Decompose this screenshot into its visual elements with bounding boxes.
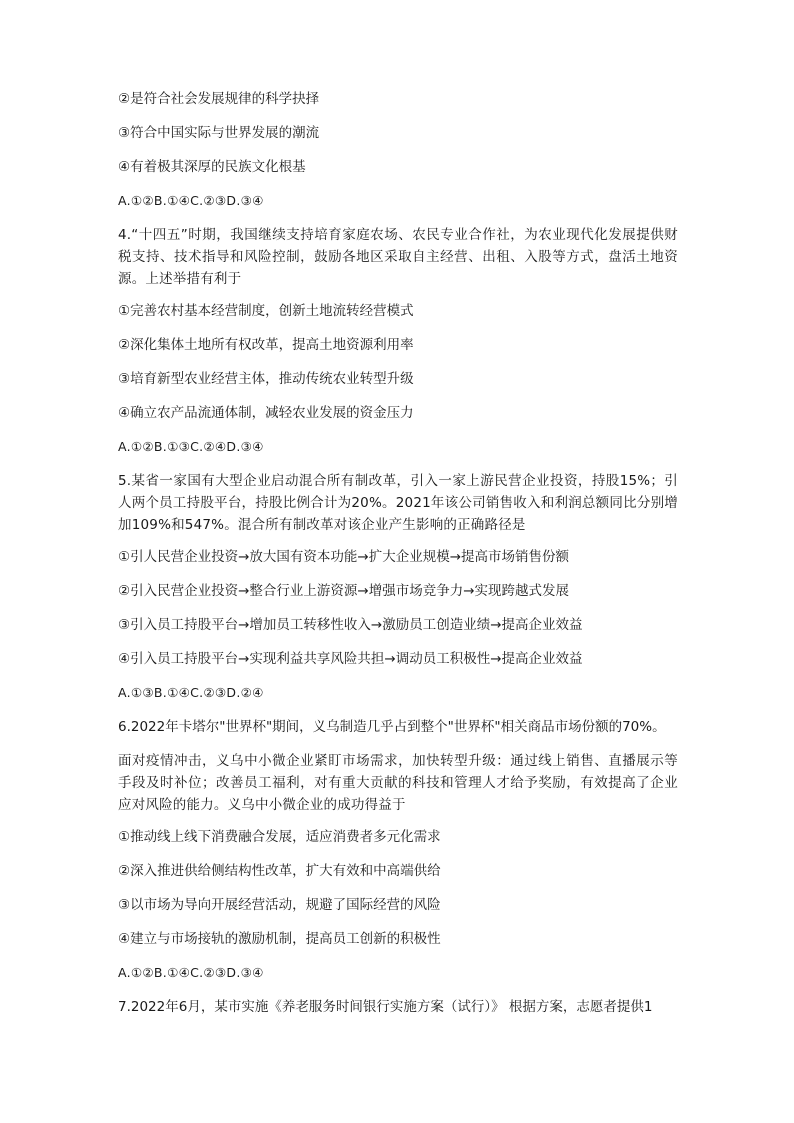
document-page <box>118 88 678 1018</box>
q5-option-3: ③引入员工持股平台→增加员工转移性收入→激励员工创造业绩→提高企业效益 <box>118 617 583 633</box>
q6-option-2: ②深入推进供给侧结构性改革，扩大有效和中高端供给 <box>118 863 441 879</box>
q5-option-4: ④引入员工持股平台→实现利益共享风险共担→调动员工积极性→提高企业效益 <box>118 651 583 667</box>
q4-stem: 4.“十四五”时期，我国继续支持培育家庭农场、农民专业合作社，为农业现代化发展提供财税支持、技术指导和风险控制，鼓励各地区采取自主经营、出租、入股等方式，盘活土地资源。上述举措有利于 <box>118 227 678 287</box>
q6-option-3: ③以市场为导向开展经营活动，规避了国际经营的风险 <box>118 897 441 913</box>
q4-option-4: ④确立农产品流通体制，减轻农业发展的资金压力 <box>118 405 414 421</box>
q6-stem-para: 面对疫情冲击，义乌中小微企业紧盯市场需求，加快转型升级：通过线上销售、直播展示等手段及时补位；改善员工福利，对有重大贡献的科技和管理人才给予奖励，有效提高了企业应对风险的能力。义乌中小微企业的成功得益于 <box>118 753 678 813</box>
q5-answers: A.①③B.①④C.②③D.②④ <box>118 685 264 700</box>
q3-option-2: ②是符合社会发展规律的科学抉择 <box>118 91 320 107</box>
q5-option-1: ①引人民营企业投资→放大国有资本功能→扩大企业规模→提高市场销售份额 <box>118 549 570 565</box>
q6-option-1: ①推动线上线下消费融合发展，适应消费者多元化需求 <box>118 829 441 845</box>
q3-option-3: ③符合中国实际与世界发展的潮流 <box>118 125 320 141</box>
q6-option-4: ④建立与市场接轨的激励机制，提高员工创新的积极性 <box>118 931 441 947</box>
q4-answers: A.①②B.①③C.②④D.③④ <box>118 439 264 454</box>
q5-option-2: ②引入民营企业投资→整合行业上游资源→增强市场竞争力→实现跨越式发展 <box>118 583 570 599</box>
q6-stem-line1: 6.2022年卡塔尔"世界杯"期间，义乌制造几乎占到整个"世界杯"相关商品市场份额的70%。 <box>118 719 666 735</box>
q4-option-2: ②深化集体土地所有权改革，提高土地资源利用率 <box>118 337 414 353</box>
q7-stem: 7.2022年6月，某市实施《养老服务时间银行实施方案（试行）》 根据方案，志愿者提供1 <box>118 999 653 1015</box>
q3-option-4: ④有着极其深厚的民族文化根基 <box>118 159 306 175</box>
q4-option-1: ①完善农村基本经营制度，创新土地流转经营模式 <box>118 303 414 319</box>
q3-answers: A.①②B.①④C.②③D.③④ <box>118 193 264 208</box>
q6-answers: A.①②B.①④C.②③D.③④ <box>118 965 264 980</box>
q5-stem: 5.某省一家国有大型企业启动混合所有制改革，引入一家上游民营企业投资，持股15%；引人两个员工持股平台，持股比例合计为20%。2021年该公司销售收入和利润总额同比分别增加109%和547%。混合所有制改革对该企业产生影响的正确路径是 <box>118 473 678 533</box>
q4-option-3: ③培育新型农业经营主体，推动传统农业转型升级 <box>118 371 414 387</box>
